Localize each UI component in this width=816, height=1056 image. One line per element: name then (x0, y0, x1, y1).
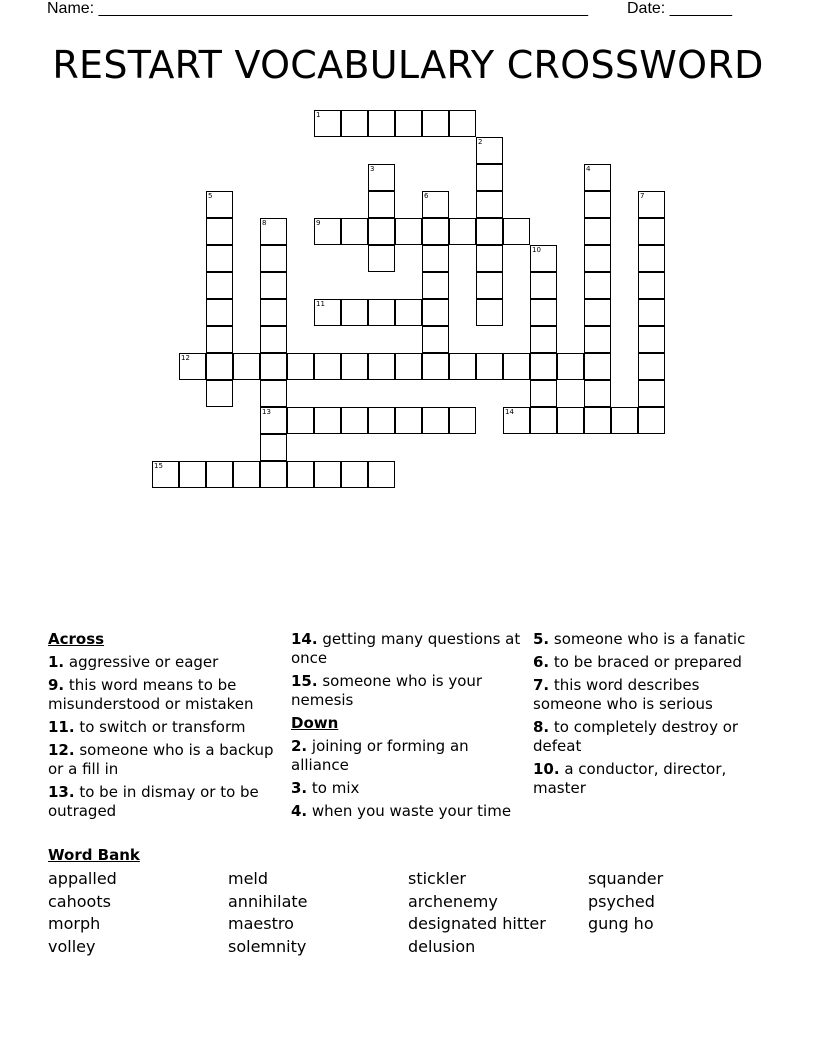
grid-cell[interactable] (395, 218, 422, 245)
clue-list-across-1 (48, 653, 288, 821)
clue-item (291, 802, 531, 821)
grid-cell[interactable] (422, 407, 449, 434)
grid-cell[interactable] (260, 272, 287, 299)
grid-cell[interactable] (341, 353, 368, 380)
word-bank-item: archenemy (408, 891, 498, 911)
word-bank-item: annihilate (228, 891, 308, 911)
clue-number: 14. (291, 630, 318, 648)
grid-cell[interactable] (584, 272, 611, 299)
grid-cell[interactable] (206, 191, 233, 218)
grid-cell[interactable] (530, 299, 557, 326)
clue-number: 5. (533, 630, 550, 648)
word-bank-heading: Word Bank (48, 846, 140, 864)
grid-cell[interactable] (260, 299, 287, 326)
clue-list-down-2 (533, 630, 763, 798)
clue-item (48, 718, 288, 737)
grid-cell[interactable] (557, 407, 584, 434)
clue-item (48, 741, 288, 779)
clue-list-across-2 (291, 630, 531, 710)
grid-cell[interactable] (422, 245, 449, 272)
word-bank-column-4 (588, 868, 663, 936)
grid-cell[interactable] (179, 353, 206, 380)
clue-item (533, 760, 763, 798)
grid-cell-number: 10 (532, 246, 541, 254)
clue-number: 12. (48, 741, 75, 759)
grid-cell[interactable] (638, 245, 665, 272)
grid-cell[interactable] (287, 353, 314, 380)
clue-item (291, 737, 531, 775)
word-bank-item: meld (228, 869, 269, 888)
grid-cell[interactable] (368, 218, 395, 245)
grid-cell[interactable] (260, 245, 287, 272)
grid-cell[interactable] (530, 407, 557, 434)
grid-cell[interactable] (206, 380, 233, 407)
clue-text: to be in dismay or to be outraged (48, 783, 259, 820)
grid-cell[interactable] (422, 191, 449, 218)
grid-cell[interactable] (395, 407, 422, 434)
grid-cell[interactable] (368, 299, 395, 326)
word-bank-item: morph (48, 914, 101, 934)
grid-cell[interactable] (584, 326, 611, 353)
grid-cell[interactable] (638, 380, 665, 407)
word-bank-item: appalled (48, 869, 117, 888)
word-bank-item: solemnity (228, 937, 307, 957)
grid-cell[interactable] (422, 272, 449, 299)
clue-item (291, 672, 531, 710)
grid-cell[interactable] (314, 461, 341, 488)
grid-cell[interactable] (584, 218, 611, 245)
grid-cell[interactable] (638, 407, 665, 434)
grid-cell[interactable] (368, 110, 395, 137)
clue-item (48, 653, 288, 672)
page-title: RESTART VOCABULARY CROSSWORD (52, 43, 764, 87)
grid-cell[interactable] (287, 461, 314, 488)
grid-cell[interactable] (233, 461, 260, 488)
grid-cell[interactable] (530, 353, 557, 380)
grid-cell[interactable] (584, 164, 611, 191)
clue-number: 8. (533, 718, 550, 736)
clue-number: 13. (48, 783, 75, 801)
clue-number: 15. (291, 672, 318, 690)
word-bank-item: gung ho (588, 914, 654, 934)
grid-cell-number: 3 (370, 165, 375, 173)
clue-text: to be braced or prepared (549, 653, 742, 671)
grid-cell-number: 7 (640, 192, 645, 200)
word-bank-item: psyched (588, 891, 655, 911)
grid-cell-number: 1 (316, 111, 321, 119)
clue-column-2 (291, 630, 531, 825)
clue-item (533, 718, 763, 756)
word-bank-item: delusion (408, 937, 476, 957)
clue-column-3 (533, 630, 763, 802)
clue-item (533, 676, 763, 714)
grid-cell[interactable] (206, 272, 233, 299)
grid-cell[interactable] (341, 407, 368, 434)
grid-cell[interactable] (530, 272, 557, 299)
grid-cell[interactable] (395, 353, 422, 380)
grid-cell[interactable] (260, 353, 287, 380)
word-bank-column-1 (48, 868, 117, 959)
word-bank-item: cahoots (48, 891, 111, 911)
name-line: Name: _______________________________________________________ (47, 0, 588, 17)
grid-cell[interactable] (584, 407, 611, 434)
clue-text: joining or forming an alliance (291, 737, 469, 774)
clue-text: when you waste your time (307, 802, 512, 820)
clue-item (533, 630, 763, 649)
grid-cell-number: 15 (154, 462, 163, 470)
grid-cell[interactable] (314, 218, 341, 245)
clue-number: 10. (533, 760, 560, 778)
clue-text: this word means to be misunderstood or mistaken (48, 676, 254, 713)
grid-cell[interactable] (476, 245, 503, 272)
clue-text: to switch or transform (74, 718, 246, 736)
grid-cell[interactable] (584, 191, 611, 218)
grid-cell[interactable] (530, 380, 557, 407)
grid-cell[interactable] (422, 326, 449, 353)
grid-cell-number: 9 (316, 219, 321, 227)
word-bank-item: maestro (228, 914, 294, 934)
grid-cell[interactable] (206, 299, 233, 326)
grid-cell[interactable] (530, 326, 557, 353)
grid-cell[interactable] (287, 407, 314, 434)
grid-cell[interactable] (638, 326, 665, 353)
grid-cell[interactable] (314, 110, 341, 137)
grid-cell[interactable] (638, 191, 665, 218)
grid-cell-number: 13 (262, 408, 271, 416)
grid-cell[interactable] (503, 353, 530, 380)
grid-cell[interactable] (314, 407, 341, 434)
grid-cell[interactable] (449, 110, 476, 137)
crossword-grid (0, 0, 816, 500)
grid-cell[interactable] (476, 164, 503, 191)
grid-cell-number: 2 (478, 138, 483, 146)
grid-cell[interactable] (449, 407, 476, 434)
grid-cell[interactable] (152, 461, 179, 488)
word-bank-column-3 (408, 868, 546, 959)
grid-cell[interactable] (206, 353, 233, 380)
grid-cell[interactable] (449, 218, 476, 245)
grid-cell-number: 12 (181, 354, 190, 362)
grid-cell[interactable] (260, 407, 287, 434)
grid-cell[interactable] (422, 353, 449, 380)
word-bank-column-2 (228, 868, 307, 959)
grid-cell[interactable] (206, 218, 233, 245)
date-line: Date: _______ (627, 0, 732, 17)
grid-cell[interactable] (584, 299, 611, 326)
grid-cell[interactable] (638, 272, 665, 299)
clue-text: a conductor, director, master (533, 760, 727, 797)
clue-text: to completely destroy or defeat (533, 718, 739, 755)
clue-list-down-1 (291, 737, 531, 821)
grid-cell[interactable] (476, 299, 503, 326)
grid-cell[interactable] (503, 218, 530, 245)
grid-cell[interactable] (395, 299, 422, 326)
clue-text: someone who is a backup or a fill in (48, 741, 274, 778)
clue-number: 2. (291, 737, 308, 755)
grid-cell[interactable] (476, 137, 503, 164)
clue-number: 1. (48, 653, 65, 671)
grid-cell[interactable] (341, 218, 368, 245)
grid-cell[interactable] (314, 299, 341, 326)
grid-cell[interactable] (260, 380, 287, 407)
grid-cell-number: 8 (262, 219, 267, 227)
grid-cell-number: 14 (505, 408, 514, 416)
grid-cell[interactable] (422, 218, 449, 245)
grid-cell[interactable] (368, 245, 395, 272)
clue-number: 9. (48, 676, 65, 694)
clue-number: 6. (533, 653, 550, 671)
clue-text: aggressive or eager (64, 653, 219, 671)
clue-text: to mix (307, 779, 360, 797)
grid-cell[interactable] (422, 110, 449, 137)
grid-cell[interactable] (233, 353, 260, 380)
grid-cell[interactable] (611, 407, 638, 434)
grid-cell-number: 11 (316, 300, 325, 308)
grid-cell[interactable] (206, 326, 233, 353)
grid-cell[interactable] (260, 461, 287, 488)
down-heading: Down (291, 714, 339, 732)
grid-cell[interactable] (341, 110, 368, 137)
grid-cell[interactable] (179, 461, 206, 488)
grid-cell[interactable] (368, 164, 395, 191)
grid-cell[interactable] (206, 461, 233, 488)
clue-item (48, 676, 288, 714)
grid-cell[interactable] (368, 191, 395, 218)
word-bank-item: volley (48, 937, 96, 957)
grid-cell[interactable] (476, 218, 503, 245)
grid-cell[interactable] (314, 353, 341, 380)
grid-cell[interactable] (395, 110, 422, 137)
clue-item (48, 783, 288, 821)
clue-text: this word describes someone who is serious (533, 676, 713, 713)
grid-cell[interactable] (260, 434, 287, 461)
grid-cell[interactable] (557, 353, 584, 380)
grid-cell[interactable] (476, 191, 503, 218)
clue-number: 11. (48, 718, 75, 736)
grid-cell[interactable] (638, 299, 665, 326)
grid-cell[interactable] (584, 353, 611, 380)
clue-text: getting many questions at once (291, 630, 521, 667)
grid-cell[interactable] (206, 245, 233, 272)
clue-text: someone who is your nemesis (291, 672, 483, 709)
word-bank-item: designated hitter (408, 914, 546, 934)
word-bank-item: stickler (408, 869, 466, 888)
clue-item (533, 653, 763, 672)
grid-cell-number: 5 (208, 192, 213, 200)
word-bank-item: squander (588, 869, 664, 888)
grid-cell[interactable] (341, 299, 368, 326)
grid-cell[interactable] (503, 407, 530, 434)
grid-cell-number: 6 (424, 192, 429, 200)
grid-cell[interactable] (260, 326, 287, 353)
grid-cell[interactable] (260, 218, 287, 245)
clue-number: 4. (291, 802, 308, 820)
clue-text: someone who is a fanatic (549, 630, 746, 648)
clue-item (291, 630, 531, 668)
grid-cell[interactable] (476, 272, 503, 299)
clue-column-1 (48, 630, 288, 825)
grid-cell[interactable] (584, 245, 611, 272)
grid-cell[interactable] (422, 299, 449, 326)
clue-number: 3. (291, 779, 308, 797)
grid-cell[interactable] (476, 353, 503, 380)
grid-cell[interactable] (368, 353, 395, 380)
grid-cell[interactable] (638, 218, 665, 245)
clue-item (291, 779, 531, 798)
grid-cell[interactable] (584, 380, 611, 407)
grid-cell-number: 4 (586, 165, 591, 173)
grid-cell[interactable] (530, 245, 557, 272)
grid-cell[interactable] (341, 461, 368, 488)
grid-cell[interactable] (449, 353, 476, 380)
across-heading: Across (48, 630, 105, 648)
grid-cell[interactable] (638, 353, 665, 380)
grid-cell[interactable] (368, 461, 395, 488)
clue-number: 7. (533, 676, 550, 694)
grid-cell[interactable] (368, 407, 395, 434)
